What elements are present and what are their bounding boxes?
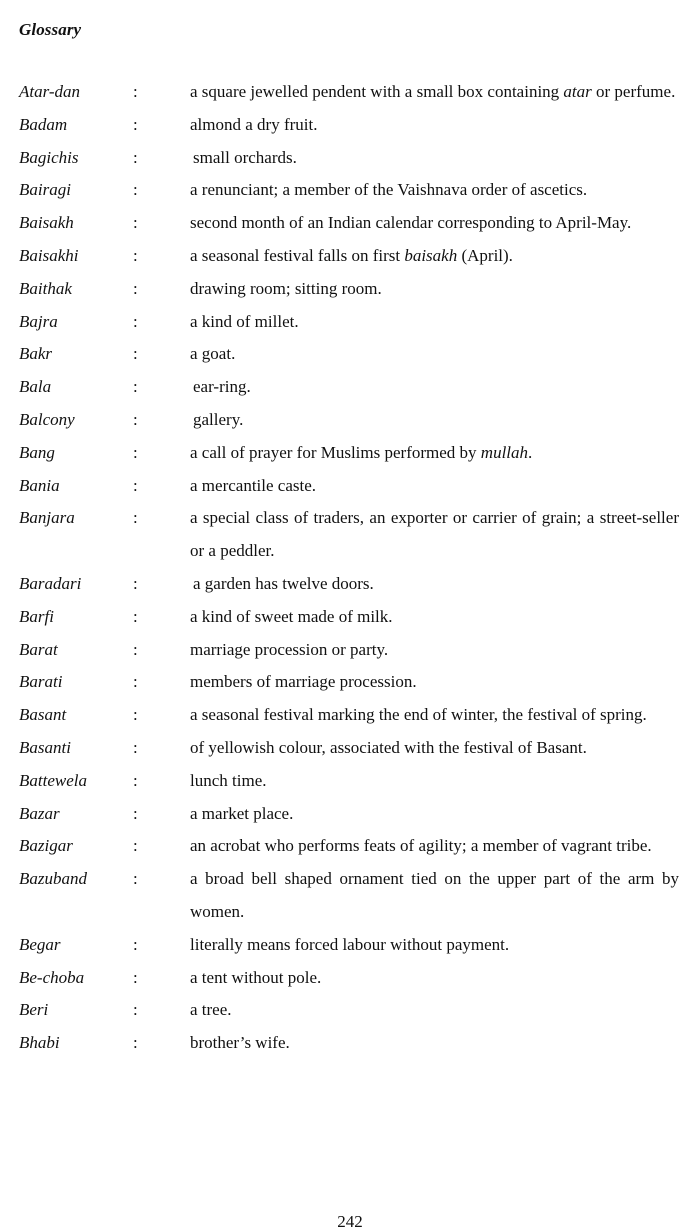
term-separator: : <box>133 82 138 101</box>
glossary-entry <box>0 142 700 175</box>
glossary-entry <box>0 1027 700 1060</box>
glossary-definition: marriage procession or party. <box>190 639 389 659</box>
glossary-term: Basant <box>19 705 67 725</box>
term-separator: : <box>133 737 138 757</box>
glossary-term: Baisakh <box>19 213 74 233</box>
glossary-term: Basanti <box>19 737 71 757</box>
term-separator: : <box>133 770 138 790</box>
glossary-entry <box>0 994 700 1027</box>
glossary-entry <box>0 470 700 503</box>
glossary-entry <box>0 568 700 601</box>
glossary-entry <box>0 699 700 732</box>
glossary-entry <box>0 109 700 142</box>
term-separator: : <box>133 180 138 200</box>
term-separator: : <box>133 409 138 429</box>
glossary-definition: a tree. <box>190 1000 232 1020</box>
glossary-entry <box>0 634 700 667</box>
glossary-term: Barfi <box>19 606 54 626</box>
glossary-definition: a renunciant; a member of the Vaishnava order of ascetics. <box>190 180 588 200</box>
glossary-definition: literally means forced labour without payment. <box>190 934 510 954</box>
glossary-term: Bairagi <box>19 180 71 200</box>
term-separator: : <box>133 508 138 528</box>
glossary-entry <box>0 76 700 109</box>
glossary-entry <box>0 306 700 339</box>
term-separator: : <box>133 836 138 856</box>
term-separator: : <box>133 672 138 692</box>
glossary-term: Baradari <box>19 573 82 593</box>
glossary-term: Beri <box>19 1000 49 1020</box>
glossary-definition: a tent without pole. <box>190 967 322 987</box>
glossary-term: Bhabi <box>19 1033 60 1053</box>
glossary-term: Bania <box>19 475 60 495</box>
glossary-term: Barati <box>19 672 63 692</box>
glossary-term: Badam <box>19 114 68 134</box>
term-separator: : <box>133 803 138 823</box>
term-separator: : <box>133 1000 138 1020</box>
glossary-entry <box>0 404 700 437</box>
term-separator: : <box>133 114 138 134</box>
glossary-definition: almond a dry fruit. <box>190 114 318 134</box>
glossary-definition: of yellowish colour, associated with the festival of Basant. <box>190 737 587 757</box>
glossary-term: Balcony <box>19 409 75 429</box>
glossary-entry <box>0 666 700 699</box>
glossary-term: Bakr <box>19 344 53 364</box>
glossary-entry <box>0 962 700 995</box>
glossary-term: Baisakhi <box>19 245 79 265</box>
term-separator: : <box>133 869 138 889</box>
glossary-term: Baithak <box>19 278 72 298</box>
glossary-definition: a market place. <box>190 803 294 823</box>
glossary-definition: a kind of sweet made of milk. <box>190 606 393 626</box>
glossary-entry <box>0 502 700 568</box>
glossary-entry <box>0 929 700 962</box>
glossary-entry <box>0 765 700 798</box>
term-separator: : <box>133 442 138 462</box>
glossary-term: Banjara <box>19 508 75 528</box>
glossary-definition: small orchards. <box>193 147 297 167</box>
glossary-term: Barat <box>19 639 58 659</box>
term-separator: : <box>133 377 138 397</box>
glossary-definition: a kind of millet. <box>190 311 299 331</box>
glossary-definition: a mercantile caste. <box>190 475 317 495</box>
glossary-definition: ear-ring. <box>193 377 251 397</box>
glossary-entry <box>0 371 700 404</box>
glossary-entry <box>0 240 700 273</box>
term-separator: : <box>133 573 138 593</box>
glossary-definition: a seasonal festival falls on first baisakh (April). <box>190 245 513 265</box>
term-separator: : <box>133 639 138 659</box>
glossary-entry <box>0 273 700 306</box>
glossary-term: Bang <box>19 442 55 462</box>
glossary-entry <box>0 601 700 634</box>
glossary-definition: members of marriage procession. <box>190 672 417 692</box>
glossary-term: Be-choba <box>19 967 85 987</box>
glossary-entry <box>0 732 700 765</box>
page-title: Glossary <box>19 20 82 39</box>
glossary-list <box>0 76 700 1060</box>
term-separator: : <box>133 147 138 167</box>
term-separator: : <box>133 934 138 954</box>
glossary-definition: a garden has twelve doors. <box>193 573 374 593</box>
glossary-term: Battewela <box>19 770 87 790</box>
term-separator: : <box>133 705 138 725</box>
glossary-term: Bajra <box>19 311 58 331</box>
glossary-entry <box>0 830 700 863</box>
glossary-definition: brother’s wife. <box>190 1033 290 1053</box>
glossary-term: Bazar <box>19 803 60 823</box>
glossary-definition: an acrobat who performs feats of agility; a member of vagrant tribe. <box>190 836 652 856</box>
term-separator: : <box>133 1033 138 1053</box>
glossary-entry <box>0 207 700 240</box>
glossary-definition: a broad bell shaped ornament tied on the upper part of the arm by women. <box>190 869 679 921</box>
term-separator: : <box>133 311 138 331</box>
glossary-definition: second month of an Indian calendar corresponding to April-May. <box>190 213 632 233</box>
glossary-term: Bazigar <box>19 836 73 856</box>
term-separator: : <box>133 278 138 298</box>
glossary-term: Begar <box>19 934 61 954</box>
glossary-definition: a square jewelled pendent with a small box containing atar or perfume. <box>190 82 676 101</box>
glossary-entry <box>0 338 700 371</box>
glossary-term: Atar-dan <box>19 82 81 101</box>
glossary-entry <box>0 174 700 207</box>
glossary-definition: a call of prayer for Muslims performed by mullah. <box>190 442 533 462</box>
glossary-term: Bazuband <box>19 869 87 889</box>
glossary-definition: drawing room; sitting room. <box>190 278 382 298</box>
term-separator: : <box>133 245 138 265</box>
glossary-definition: gallery. <box>193 409 244 429</box>
term-separator: : <box>133 344 138 364</box>
glossary-definition: lunch time. <box>190 770 267 790</box>
page-number: 242 <box>337 1212 363 1231</box>
glossary-entry <box>0 863 700 929</box>
glossary-term: Bala <box>19 377 52 397</box>
term-separator: : <box>133 475 138 495</box>
glossary-term: Bagichis <box>19 147 79 167</box>
glossary-definition: a special class of traders, an exporter or carrier of grain; a street-seller or a peddler. <box>190 508 679 561</box>
term-separator: : <box>133 606 138 626</box>
glossary-definition: a seasonal festival marking the end of winter, the festival of spring. <box>190 705 647 725</box>
glossary-entry <box>0 437 700 470</box>
term-separator: : <box>133 213 138 233</box>
glossary-entry <box>0 798 700 831</box>
glossary-definition: a goat. <box>190 344 236 364</box>
term-separator: : <box>133 967 138 987</box>
